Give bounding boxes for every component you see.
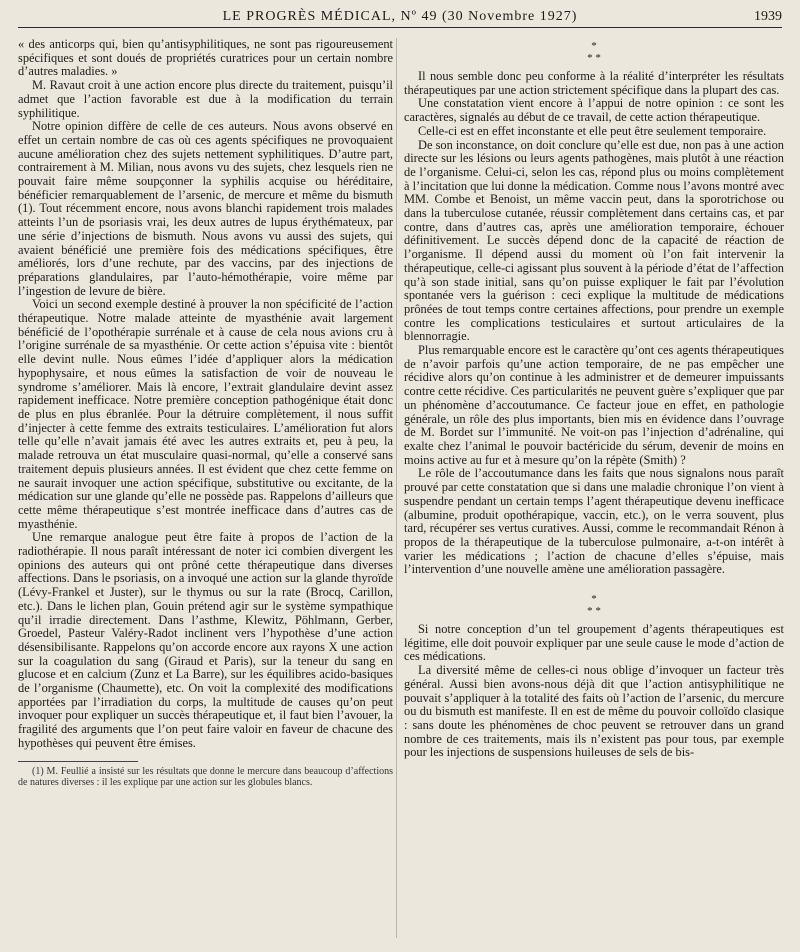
right-column — [404, 38, 784, 760]
paragraph: Une remarque analogue peut être faite à propos de l’action de la radiothérapie. Il nous paraît intéressant de noter ici combien divergent les opinions des auteurs qui ont prôné cette thérapeutique dans diverses affections. Dans le psoriasis, on a invoqué une action sur la glande thyroïde (Lévy-Frankel et Juster), sur le thymus ou sur la rate (Brocq, Carillon, etc.). Dans le lichen plan, Gouin prétend agir sur le système sympathique qu’il irradie directement. Dans l’asthme, Klewitz, Pöhlmann, Gerber, Groedel, Pasteur Valéry-Radot inclinent vers l’hypothèse d’une action désensibilisante. Rappelons qu’on accorde encore aux rayons X une action sur la coagulation du sang (Giraud et Paris), sur la teneur du sang en glucose et en calcium (Zunz et La Barre), sur les équilibres acido-basiques de l’organisme (Chaumette), etc. On voit la complexité des modifications apportées par l’irradiation du corps, la multitude de causes qu’on peut invoquer pour expliquer un succès thérapeutique et, il faut bien l’avouer, la fragilité des arguments que l’on peut faire valoir en faveur de chacune des hypothèses qui peuvent être émises. — [18, 530, 393, 750]
paragraph: « des anticorps qui, bien qu’antisyphilitiques, ne sont pas rigoureusement spécifiques et sont doués de propriétés curatrices pour un certain nombre d’autres maladies. » — [18, 37, 393, 79]
page-number: 1939 — [754, 9, 782, 24]
footnote-rule — [18, 761, 138, 762]
section-separator: * * * — [587, 40, 601, 64]
footnote: (1) M. Feullié a insisté sur les résultats que donne le mercure dans beaucoup d’affections de natures diverses : il les explique par une action sur les globules blancs. — [18, 765, 393, 788]
paragraph: La diversité même de celles-ci nous oblige d’invoquer un facteur très général. Aussi bien avons-nous déjà dit que l’action antisyphilitique ne pouvait s’appliquer à la totalité des faits où l’action de l’arsenic, du mercure ou du bismuth est manifeste. Il en est de même du pouvoir colloïdo clasique : sans doute les phénomènes de choc peuvent se retrouver dans un grand nombre de ces traitements, mais ils n’existent pas pour tous, par exemple pour les injections de suspensions huileuses de sels de bis- — [404, 663, 784, 760]
paragraph: M. Ravaut croit à une action encore plus directe du traitement, puisqu’il admet que l’action favorable est due à la modification du terrain syphilitique. — [18, 78, 393, 120]
paragraph: Voici un second exemple destiné à prouver la non spécificité de l’action thérapeutique. Notre malade atteinte de myasthénie avait largement bénéficié de l’opothérapie surrénale et à cause de cela nous avions cru à l’origine surrénale de sa myasthénie. Or cette action s’épuisa vite : bientôt elle devint nulle. Nous eûmes l’idée d’appliquer alors la médication hypophysaire, et nous eûmes la satisfaction de voir de nouveau le syndrome s’améliorer. Mais là encore, l’extrait glandulaire devint assez rapidement inefficace. Notre première conception pathogénique était donc de plus en plus ébranlée. Pour la détruire complètement, il nous suffit d’injecter à cette femme des extraits testiculaires. L’amélioration fut alors telle qu’elle n’avait jamais été avec les autres extraits et, peu à peu, la malade retrouva un état musculaire quasi-normal, qu’elle a conservé sans traitement depuis plusieurs années. Il est évident que chez cette femme on ne saurait invoquer une action spécifique, substitutive ou excitante, de la médication sur une glande qu’elle ne possède pas. Rappelons d’ailleurs que cette même thérapeutique s’est montrée inefficace dans d’autres cas de myasthénie. — [18, 297, 393, 531]
paragraph: Notre opinion diffère de celle de ces auteurs. Nous avons observé en effet un certain nombre de cas où ces agents spécifiques ne provoquaient aucune amélioration chez des sujets nettement syphilitiques. D’autre part, contrairement à M. Milian, nous avons vu des sujets, chez lesquels rien ne pouvait faire même soupçonner la syphilis acquise ou héréditaire, bénéficier remarquablement de l’arsenic, de mercure et même du bismuth (1). Tout récemment encore, nous avons blanchi rapidement trois malades atteints l’un de psoriasis vrai, les deux autres de lupus érythémateux, par une série d’injections de bismuth. Nous avons vu aussi des sujets, qui avaient bénéficié une première fois des médications spécifiques, être améliorés, lors d’une rechute, par des vaccins, par des injections de préparations glandulaires, par l’auto-hémothérapie, voire même par l’ingestion de levure de bière. — [18, 119, 393, 298]
journal-title: LE PROGRÈS MÉDICAL, Nº 49 (30 Novembre 1927) — [222, 9, 578, 24]
paragraph: Si notre conception d’un tel groupement d’agents thérapeutiques est légitime, elle doit pouvoir expliquer par une seule cause le mode d’action de ces médications. — [404, 622, 784, 664]
section-separator: * * * — [587, 593, 601, 618]
column-divider — [396, 38, 397, 938]
paragraph: Plus remarquable encore est le caractère qu’ont ces agents thérapeutiques de n’avoir parfois qu’une action temporaire, de ne pas empêcher une récidive alors qu’on continue à les administrer et de demeurer impuissants contre cette récidive. Ces particularités ne peuvent guère s’expliquer que par un phénomène d’accoutumance. Ce facteur joue en effet, en pathologie générale, un rôle des plus importants, bien mis en évidence dans l’ouvrage de M. Bordet sur l’immunité. Ne voit-on pas l’injection d’adrénaline, qui exalte chez l’animal le pouvoir bactéricide du sérum, devenir de moins en moins active au fur et à mesure qu’on la répète (Smith) ? — [404, 343, 784, 467]
running-header — [18, 9, 782, 28]
paragraph: Il nous semble donc peu conforme à la réalité d’interpréter les résultats thérapeutiques par une action strictement spécifique dans la plupart des cas. — [404, 69, 784, 97]
paragraph: De son inconstance, on doit conclure qu’elle est due, non pas à une action directe sur les lésions ou leurs agents pathogènes, mais plutôt à une réaction de l’organisme. Celui-ci, selon les cas, répond plus ou moins complètement à l’incitation que lui donne la médication. Comme nous l’avons montré avec MM. Combe et Benoist, un même vaccin peut, dans la sporotrichose ou dans la tuberculose cutanée, réussir complètement dans certains cas, et par contre, dans d’autres cas, après une amélioration temporaire, échouer définitivement. Le succès dépend donc de la capacité de réaction de l’organisme. Il dépend aussi du moment où l’on fait intervenir la thérapeutique, celle-ci agissant plus souvent à la période d’état de l’affection qu’à son stade initial, sans qu’on puisse expliquer le fait par l’évolution spontanée vers la guérison : ceci explique la multitude de médications prônées de tout temps contre certaines affections, pour prendre un exemple contre les complications testiculaires et surtout articulaires de la blennorragie. — [404, 137, 784, 344]
paragraph: Le rôle de l’accoutumance dans les faits que nous signalons nous paraît prouvé par cette constatation que si dans une maladie chronique l’on vient à suspendre pendant un certain temps l’agent thérapeutique devenu inefficace (albumine, produit opothérapique, vaccin, etc.), on le verra souvent, plus tard, récupérer ses vertus curatives. Aussi, comme le recommandait Rénon à propos de la thérapeutique de la tuberculose pulmonaire, a-t-on intérêt à varier les médications ; l’action de chacune d’elles s’épuise, mais l’intervention d’une nouvelle amène une amélioration passagère. — [404, 466, 784, 577]
paragraph: Une constatation vient encore à l’appui de notre opinion : ce sont les caractères, signalés au début de ce travail, de cette action thérapeutique. — [404, 96, 784, 125]
paragraph: Celle-ci est en effet inconstante et elle peut être seulement temporaire. — [418, 123, 767, 138]
left-column — [18, 38, 393, 788]
